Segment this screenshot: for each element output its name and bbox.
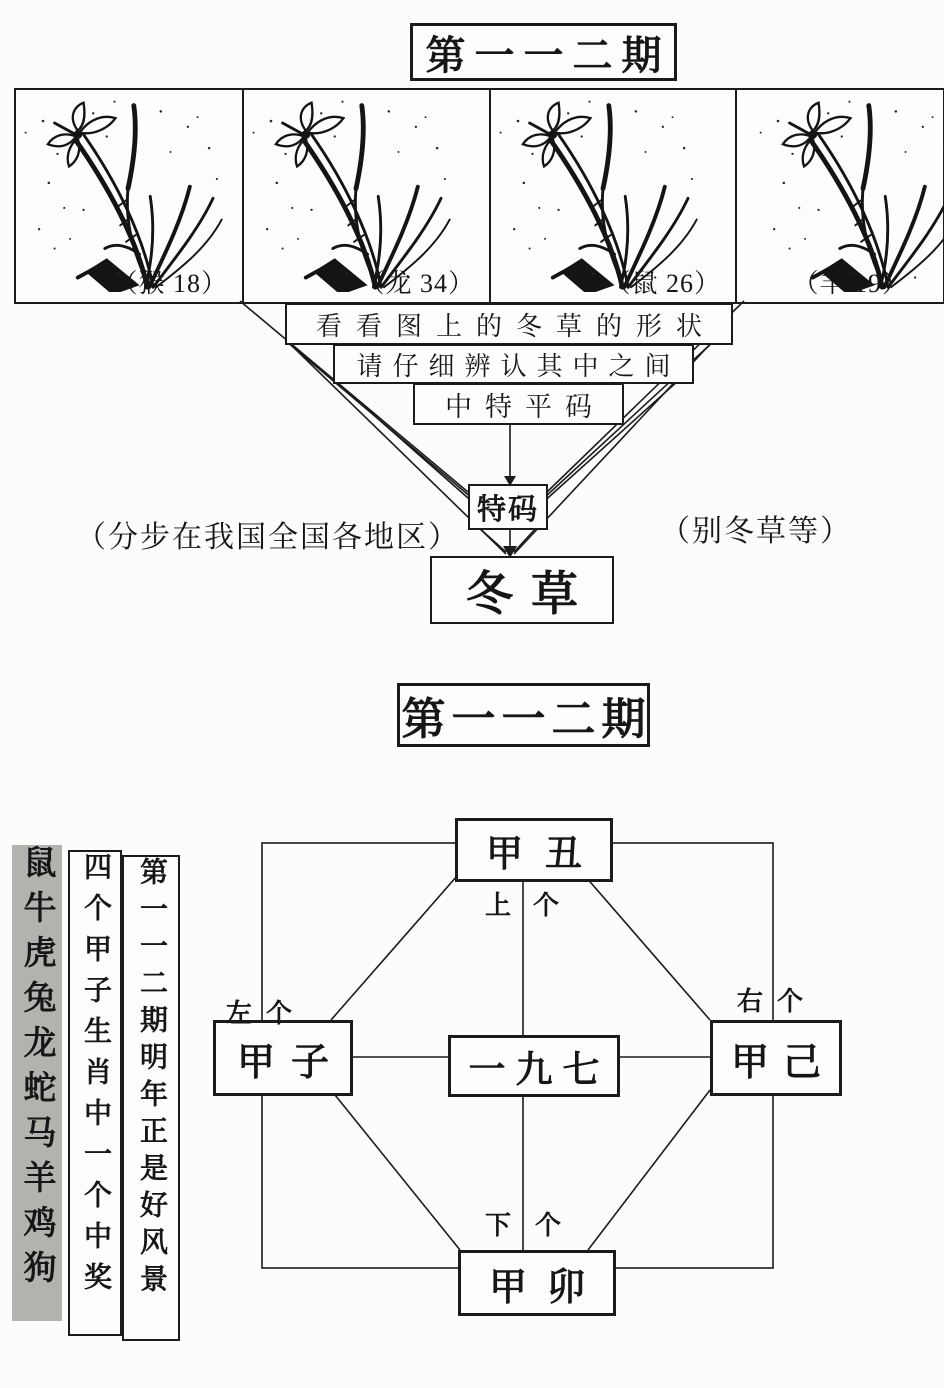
section2-title: 第一一二期 xyxy=(397,683,650,747)
hint-column-2 xyxy=(122,855,180,1341)
flower-label: （鼠 26） xyxy=(604,269,721,298)
diamond-bottom-box: 甲卯 xyxy=(458,1250,616,1316)
diamond-left-box: 甲子 xyxy=(213,1020,353,1096)
diamond-label-left: 左个 xyxy=(226,999,307,1028)
diamond-label-right: 右个 xyxy=(737,987,818,1016)
zodiac-column-text: 鼠牛虎兔龙蛇马羊鸡狗 xyxy=(18,845,55,1295)
diamond-top-box: 甲丑 xyxy=(455,818,613,882)
zodiac-column xyxy=(12,845,62,1321)
funnel-text-2: 请仔细辨认其中之间 xyxy=(333,344,694,384)
hint-column-1 xyxy=(68,850,122,1336)
left-note: （分步在我国全国各地区） xyxy=(76,521,460,554)
diamond-center-box: 一九七 xyxy=(448,1035,620,1097)
right-note: （别冬草等） xyxy=(660,515,852,548)
funnel-text-3: 中特平码 xyxy=(413,383,624,425)
flower-panel-2 xyxy=(242,90,489,302)
funnel-text-1: 看看图上的冬草的形状 xyxy=(285,303,733,345)
diamond-right-box: 甲己 xyxy=(710,1020,842,1096)
flower-label: （猴 18） xyxy=(111,269,228,298)
special-code-box: 特码 xyxy=(468,484,548,530)
flower-label: （龙 34） xyxy=(358,269,475,298)
hint-column-2-text: 第一一二期明年正是好风景 xyxy=(136,857,167,1301)
flower-panel-3 xyxy=(489,90,735,302)
diamond-label-top: 上个 xyxy=(485,891,582,920)
flower-label: （羊 19） xyxy=(792,269,909,298)
hint-column-1-text: 四个甲子生肖中一个中奖 xyxy=(80,852,111,1303)
diamond-label-bottom: 下个 xyxy=(485,1211,586,1240)
flower-panel-1 xyxy=(16,90,242,302)
flower-strip xyxy=(14,88,944,304)
page-title: 第一一二期 xyxy=(410,23,677,81)
flower-panel-4 xyxy=(735,90,943,302)
result-box: 冬草 xyxy=(430,556,614,624)
